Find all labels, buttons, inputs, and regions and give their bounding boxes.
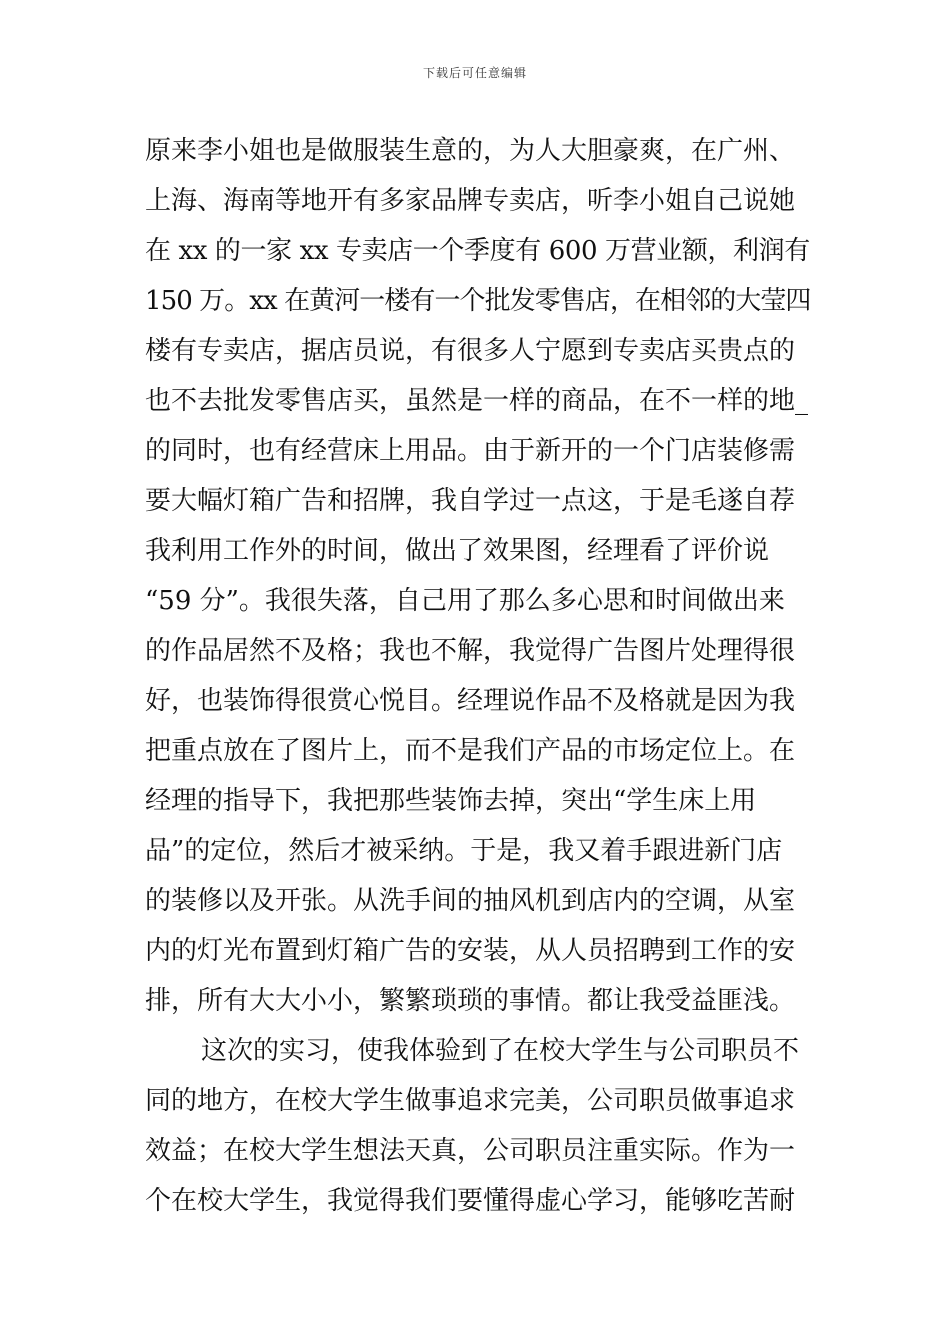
text-line: 品”的定位，然后才被采纳。于是，我又着手跟进新门店	[145, 836, 783, 866]
text-line: 的装修以及开张。从洗手间的抽风机到店内的空调，从室	[145, 886, 796, 916]
text-line: 经理的指导下，我把那些装饰去掉，突出“学生床上用	[145, 786, 757, 816]
text-line: 这次的实习，使我体验到了在校大学生与公司职员不	[201, 1036, 800, 1066]
text-line: 上海、海南等地开有多家品牌专卖店，听李小姐自己说她	[145, 186, 796, 216]
text-line: 效益；在校大学生想法天真，公司职员注重实际。作为一	[145, 1136, 796, 1166]
text-line: 的同时，也有经营床上用品。由于新开的一个门店装修需	[145, 436, 796, 466]
text-line: 的作品居然不及格；我也不解，我觉得广告图片处理得很	[145, 636, 796, 666]
text-line: 也不去批发零售店买，虽然是一样的商品，在不一样的地_	[145, 386, 809, 416]
text-line: 内的灯光布置到灯箱广告的安装，从人员招聘到工作的安	[145, 936, 796, 966]
text-line: 楼有专卖店，据店员说，有很多人宁愿到专卖店买贵点的	[145, 336, 796, 366]
text-line: 把重点放在了图片上，而不是我们产品的市场定位上。在	[145, 736, 796, 766]
text-line: 个在校大学生，我觉得我们要懂得虚心学习，能够吃苦耐	[145, 1186, 796, 1216]
document-body	[145, 126, 810, 1226]
text-line: 在 xx 的一家 xx 专卖店一个季度有 600 万营业额，利润有	[145, 236, 810, 266]
text-line: 原来李小姐也是做服装生意的，为人大胆豪爽，在广州、	[145, 136, 796, 166]
page-header: 下载后可任意编辑	[422, 66, 527, 80]
text-line: “59 分”。我很失落，自己用了那么多心思和时间做出来	[145, 586, 785, 616]
text-line: 要大幅灯箱广告和招牌，我自学过一点这，于是毛遂自荐	[145, 486, 796, 516]
text-line: 150 万。xx 在黄河一楼有一个批发零售店，在相邻的大莹四	[145, 286, 811, 316]
text-line: 我利用工作外的时间，做出了效果图，经理看了评价说	[145, 536, 770, 566]
text-line: 排，所有大大小小，繁繁琐琐的事情。都让我受益匪浅。	[145, 986, 796, 1016]
text-line: 好，也装饰得很赏心悦目。经理说作品不及格就是因为我	[145, 686, 796, 716]
text-line: 同的地方，在校大学生做事追求完美，公司职员做事追求	[145, 1086, 796, 1116]
